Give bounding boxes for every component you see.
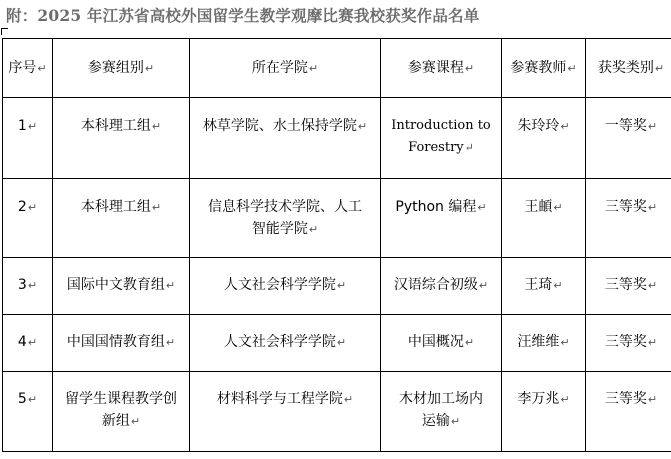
award-cell: 一等奖↵	[586, 98, 671, 179]
table-header-row	[3, 39, 671, 98]
header-cell: 参赛组别↵	[53, 39, 190, 98]
teacher-cell: 李万兆↵	[502, 372, 586, 452]
table-row	[3, 98, 671, 179]
header-cell: 获奖类别↵	[586, 39, 671, 98]
row-number: 5↵	[3, 372, 53, 452]
header-cell: 参赛教师↵	[502, 39, 586, 98]
teacher-cell: 汪维维↵	[502, 315, 586, 372]
header-cell: 参赛课程↵	[381, 39, 502, 98]
row-number: 1↵	[3, 98, 53, 179]
group-cell: 留学生课程教学创新组↵	[53, 372, 190, 452]
group-cell: 本科理工组↵	[53, 179, 190, 258]
group-cell: 中国国情教育组↵	[53, 315, 190, 372]
course-cell: 中国概况↵	[381, 315, 502, 372]
course-cell: Introduction to Forestry↵	[381, 98, 502, 179]
award-cell: 三等奖↵	[586, 179, 671, 258]
college-cell: 信息科学技术学院、人工智能学院↵	[190, 179, 381, 258]
table-row	[3, 179, 671, 258]
group-cell: 国际中文教育组↵	[53, 258, 190, 315]
course-cell: Python 编程↵	[381, 179, 502, 258]
page-title: 附：2025 年江苏省高校外国留学生教学观摩比赛我校获奖作品名单	[6, 6, 480, 25]
college-cell: 林草学院、水土保持学院↵	[190, 98, 381, 179]
college-cell: 人文社会科学学院↵	[190, 258, 381, 315]
teacher-cell: 朱玲玲↵	[502, 98, 586, 179]
teacher-cell: 王頔↵	[502, 179, 586, 258]
college-cell: 材料科学与工程学院↵	[190, 372, 381, 452]
row-number: 4↵	[3, 315, 53, 372]
header-cell: 所在学院↵	[190, 39, 381, 98]
row-number: 3↵	[3, 258, 53, 315]
course-cell: 汉语综合初级↵	[381, 258, 502, 315]
row-number: 2↵	[3, 179, 53, 258]
teacher-cell: 王琦↵	[502, 258, 586, 315]
table-row	[3, 372, 671, 452]
group-cell: 本科理工组↵	[53, 98, 190, 179]
course-cell: 木材加工场内运输↵	[381, 372, 502, 452]
table-row	[3, 315, 671, 372]
award-table	[2, 38, 671, 452]
header-cell: 序号↵	[3, 39, 53, 98]
table-row	[3, 258, 671, 315]
college-cell: 人文社会科学学院↵	[190, 315, 381, 372]
award-cell: 三等奖↵	[586, 258, 671, 315]
award-cell: 三等奖↵	[586, 372, 671, 452]
table-anchor-mark	[1, 28, 8, 35]
award-cell: 三等奖↵	[586, 315, 671, 372]
